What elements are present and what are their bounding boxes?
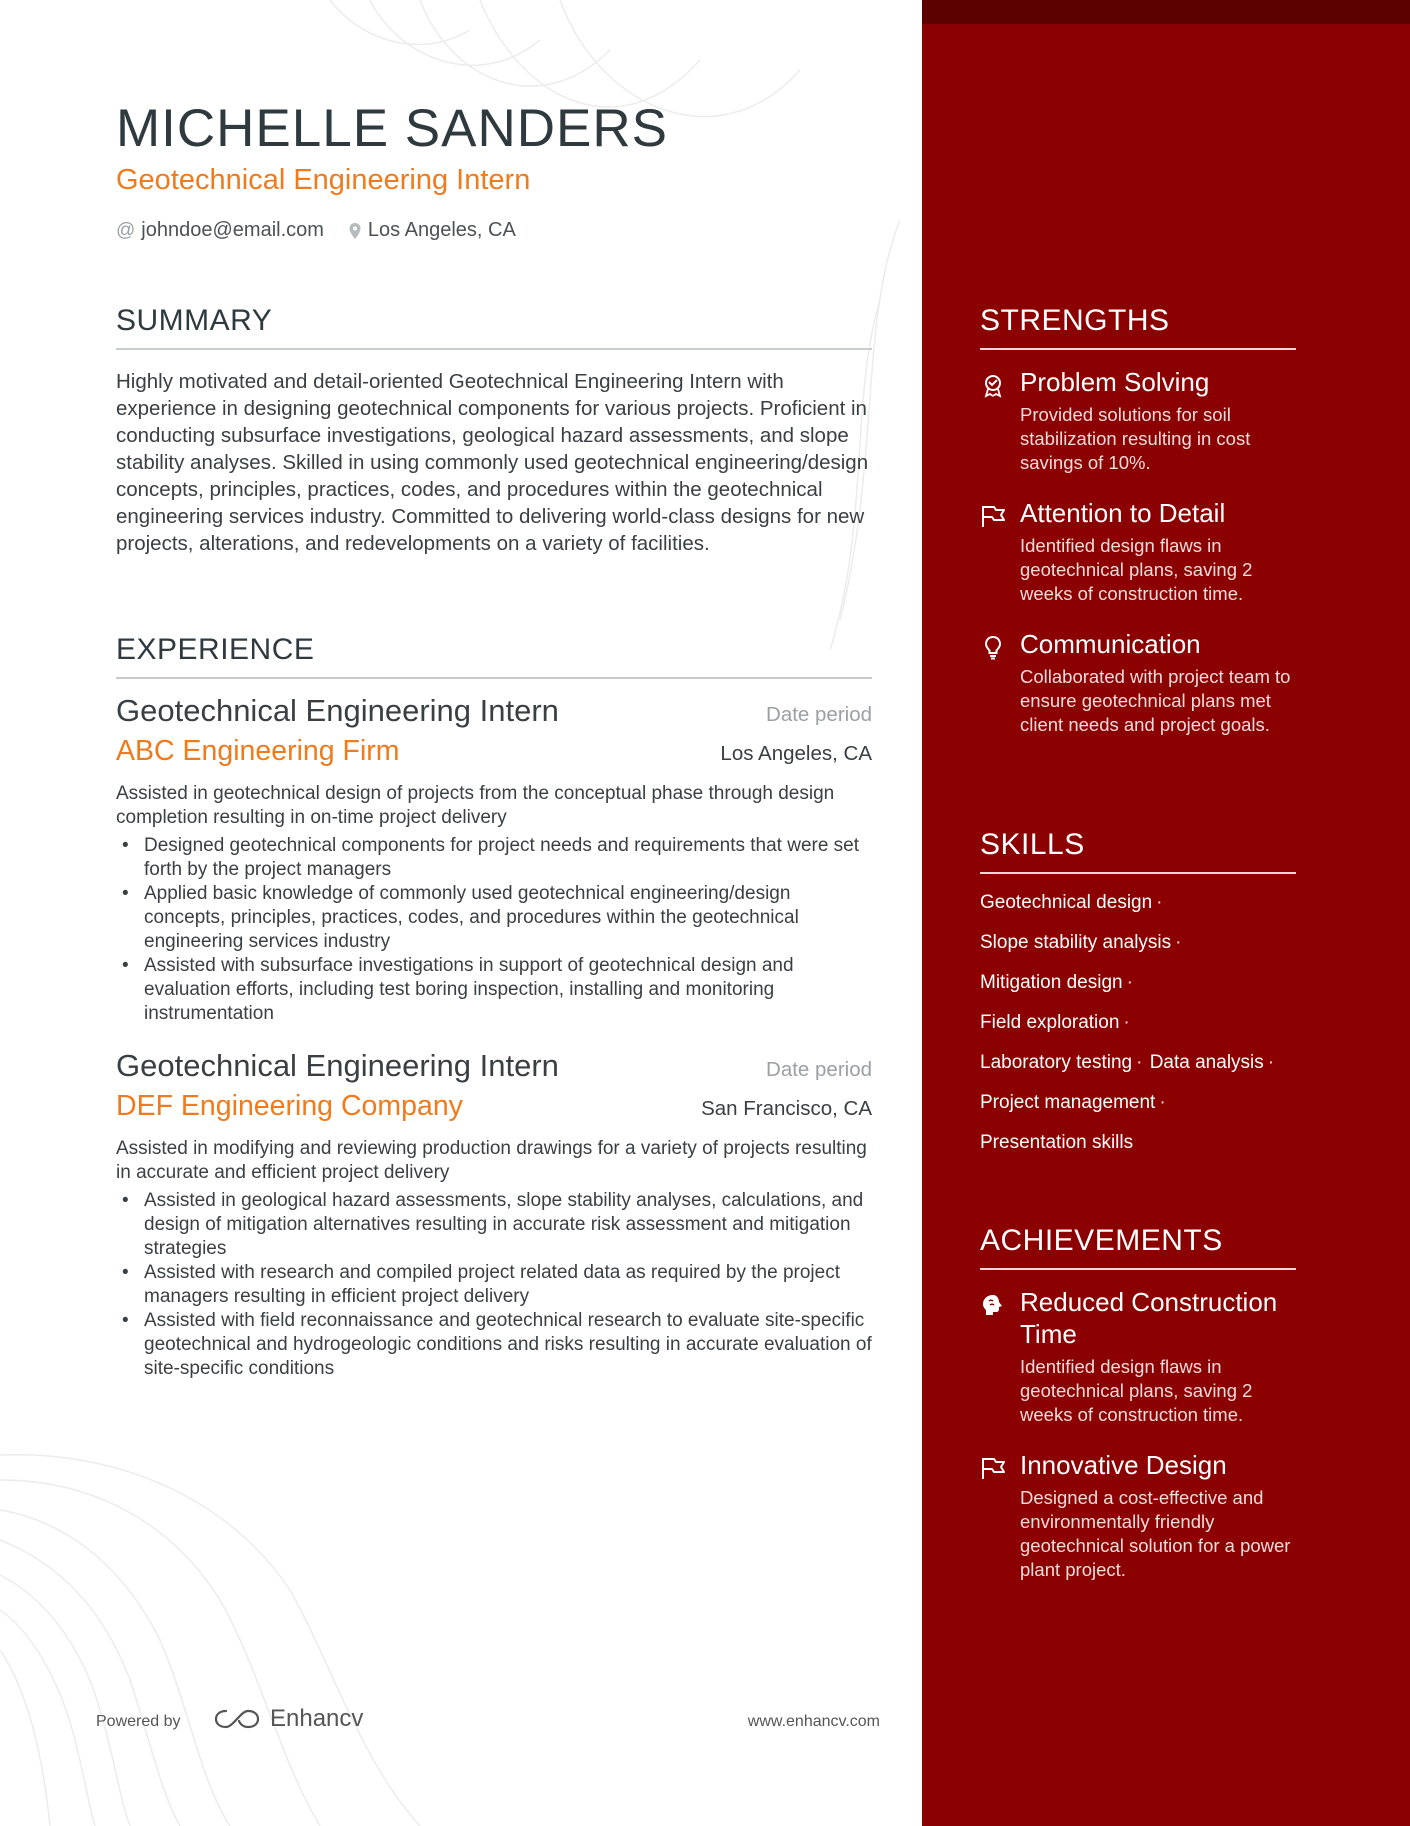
infinity-logo-icon	[214, 1707, 260, 1731]
achievements-section	[980, 1224, 1296, 1582]
separator-dot: ·	[1126, 972, 1133, 993]
skill-tag: Data analysis	[1149, 1052, 1264, 1073]
skills-row	[980, 891, 1296, 914]
skills-row	[980, 931, 1296, 954]
job-subheader	[116, 735, 872, 768]
skill-tag: Slope stability analysis	[980, 932, 1172, 953]
job-bullet: • Assisted with subsurface investigations in support of geotechnical design and evaluation efforts, including test boring inspection, installing and monitoring instrumentation	[144, 954, 872, 1026]
achievement-text: Identified design flaws in geotechnical plans, saving 2 weeks of construction time.	[1020, 1356, 1253, 1425]
powered-by-label: Powered by	[96, 1713, 181, 1730]
strength-title: Problem Solving	[1020, 367, 1210, 397]
skill-tag: Mitigation design	[980, 972, 1123, 993]
skills-list	[980, 891, 1296, 1154]
job-entry	[116, 1048, 872, 1381]
experience-section	[116, 633, 872, 1381]
skill-tag: Presentation skills	[980, 1132, 1134, 1153]
skill-tag: Geotechnical design	[980, 892, 1153, 913]
achievement-item	[980, 1286, 1296, 1427]
skills-heading: SKILLS	[980, 828, 1296, 874]
strength-item	[980, 366, 1296, 475]
flag-icon	[980, 503, 1006, 529]
flag-icon	[980, 1455, 1006, 1481]
job-role: Geotechnical Engineering Intern	[116, 1048, 559, 1083]
strength-text: Provided solutions for soil stabilization resulting in cost savings of 10%.	[1020, 404, 1251, 473]
job-subheader	[116, 1090, 872, 1123]
separator-dot: ·	[1175, 932, 1182, 953]
achievement-item	[980, 1449, 1296, 1582]
skill-tag: Field exploration	[980, 1012, 1120, 1033]
job-company: ABC Engineering Firm	[116, 735, 400, 767]
separator-dot: ·	[1156, 892, 1163, 913]
job-role: Geotechnical Engineering Intern	[116, 693, 559, 728]
job-bullet: • Assisted in geological hazard assessments, slope stability analyses, calculations, and design of mitigation alternatives resulting in accurate risk assessment and mitigation strategies	[144, 1189, 872, 1261]
summary-section	[116, 304, 872, 557]
at-icon: @	[116, 219, 136, 241]
summary-text: Highly motivated and detail-oriented Geotechnical Engineering Intern with experience in designing geotechnical components for various projects. Proficient in conducting subsurface investigations, geological hazard assessments, and slope stability analyses. Skilled in using commonly used geotechnical engineering/design concepts, principles, practices, codes, and procedures within the geotechnical engineering services industry. Committed to delivering world-class designs for new projects, alterations, and redevelopments on a variety of facilities.	[116, 370, 869, 555]
contact-info	[116, 219, 516, 242]
separator-dot: ·	[1136, 1052, 1143, 1073]
job-bullets	[116, 834, 872, 1026]
brand-name: Enhancv	[270, 1705, 364, 1732]
achievement-title: Reduced Construction Time	[1020, 1287, 1278, 1349]
strength-title: Communication	[1020, 629, 1201, 659]
job-bullet: • Assisted with field reconnaissance and geotechnical research to evaluate site-specific geotechnical and hydrogeologic conditions and risks resulting in accurate evaluation of site-specific conditions	[144, 1309, 872, 1381]
achievement-text: Designed a cost-effective and environmentally friendly geotechnical solution for a power plant project.	[1020, 1487, 1291, 1580]
experience-heading: EXPERIENCE	[116, 633, 872, 679]
website-link[interactable]: www.enhancv.com	[747, 1713, 880, 1730]
email-item[interactable]	[116, 219, 324, 242]
strength-item	[980, 628, 1296, 737]
sidebar-top-band	[922, 0, 1410, 24]
location-item	[348, 219, 516, 242]
brain-icon	[980, 1292, 1006, 1318]
job-company: DEF Engineering Company	[116, 1090, 463, 1122]
separator-dot: ·	[1123, 1012, 1130, 1033]
award-icon	[980, 372, 1006, 398]
skills-row	[980, 1011, 1296, 1034]
separator-dot: ·	[1159, 1092, 1166, 1113]
lightbulb-icon	[980, 634, 1006, 660]
strength-title: Attention to Detail	[1020, 498, 1226, 528]
job-date: Date period	[766, 703, 872, 726]
skill-tag: Project management	[980, 1092, 1156, 1113]
strengths-section	[980, 304, 1296, 737]
job-date: Date period	[766, 1058, 872, 1081]
job-description: Assisted in modifying and reviewing production drawings for a variety of projects resulting in accurate and efficient project delivery	[116, 1138, 867, 1183]
job-entry	[116, 693, 872, 1026]
email-text: johndoe@email.com	[141, 219, 324, 241]
enhancv-logo[interactable]	[214, 1705, 363, 1733]
candidate-title: Geotechnical Engineering Intern	[116, 164, 531, 196]
skills-row	[980, 1051, 1296, 1074]
location-pin-icon	[348, 222, 362, 240]
candidate-name: MICHELLE SANDERS	[116, 99, 669, 158]
job-bullet: • Applied basic knowledge of commonly used geotechnical engineering/design concepts, principles, practices, codes, and procedures within the geotechnical engineering services industry	[144, 882, 872, 954]
job-bullet: • Assisted with research and compiled project related data as required by the project managers resulting in efficient project delivery	[144, 1261, 872, 1309]
footer	[96, 1705, 880, 1745]
strengths-heading: STRENGTHS	[980, 304, 1296, 350]
job-header	[116, 1048, 872, 1084]
skills-row	[980, 971, 1296, 994]
strength-text: Collaborated with project team to ensure geotechnical plans met client needs and project goals.	[1020, 666, 1291, 735]
strength-text: Identified design flaws in geotechnical plans, saving 2 weeks of construction time.	[1020, 535, 1253, 604]
job-description: Assisted in geotechnical design of projects from the conceptual phase through design completion resulting in on-time project delivery	[116, 783, 835, 828]
skill-tag: Laboratory testing	[980, 1052, 1133, 1073]
job-bullets	[116, 1189, 872, 1381]
achievement-title: Innovative Design	[1020, 1450, 1227, 1480]
separator-dot: ·	[1267, 1052, 1275, 1073]
job-header	[116, 693, 872, 729]
summary-heading: SUMMARY	[116, 304, 872, 350]
skills-row	[980, 1131, 1296, 1154]
job-location: Los Angeles, CA	[720, 742, 872, 765]
location-text: Los Angeles, CA	[367, 219, 516, 241]
sidebar	[922, 0, 1410, 1826]
skills-row	[980, 1091, 1296, 1114]
achievements-heading: ACHIEVEMENTS	[980, 1224, 1296, 1270]
job-location: San Francisco, CA	[701, 1097, 872, 1120]
strength-item	[980, 497, 1296, 606]
job-bullet: • Designed geotechnical components for project needs and requirements that were set forth by the project managers	[144, 834, 872, 882]
skills-section	[980, 828, 1296, 1154]
